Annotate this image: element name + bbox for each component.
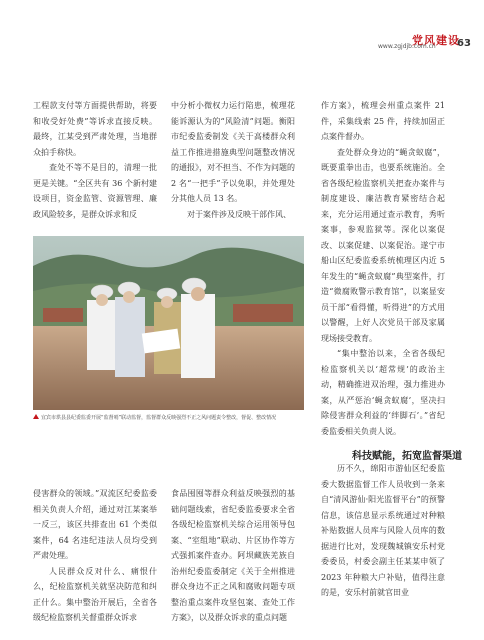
paragraph: 工程款支付等方面提供帮助，将要和收受好处费”等诉求直接反映。最终，江某受到严肃处理，当地群众拍手称快。 <box>33 101 157 157</box>
page-header <box>0 0 484 56</box>
paragraph: 作方案》，梳理会州重点案件 21 件，采集线索 25 件，持续加固正点案件督办。 <box>321 101 445 141</box>
paragraph: 侵害群众的领域。”双流区纪委监委相关负责人介绍，通过对江某案举一反三，该区共排查出 61 个类似案件，64 名违纪违法人员均受到严肃处理。 <box>33 489 157 560</box>
news-photo <box>33 236 304 410</box>
paragraph: 对于案件涉及反映干部作风、 <box>187 209 291 219</box>
magazine-logo: 党风建设 <box>412 34 460 47</box>
paragraph: “集中整治以来，全省各级纪检监察机关以‘超常规’的政治主动，精确推进双治理，强力推进办案，从严惩治‘蝇贪蚁腐’，坚决扫除侵害群众利益的‘绊脚石’。”省纪委监委相关负责人说。 <box>321 349 445 436</box>
page-number: 63 <box>457 38 471 49</box>
article-column-1-bottom <box>33 486 157 626</box>
article-column-1-top <box>33 98 157 222</box>
paragraph: 查处不等不是目的，清理一批更是关键。“全区共有 36 个新村建设项目，资金监管、资源管理、廉政风险较多，是群众诉求和反 <box>33 163 157 219</box>
article-column-3-top <box>321 98 445 439</box>
triangle-icon <box>33 414 39 419</box>
paragraph: 人民群众反对什么、痛恨什么，纪检监察机关就坚决防范和纠正什么。集中整治开展后，全省各级纪检监察机关督重群众诉求 <box>33 566 157 622</box>
paragraph: 中分析小微权力运行陷患，梳理花能诉源认为的“风险清”问题。衡阳市纪委监委制发《关于高楼群众利益工作推进措施典型问题整改情况的通报》，对不担当、不作为问题的 2 名“一把手”予以免职，并处理处分其他人员 13 名。 <box>171 101 295 203</box>
magazine-url: www.zgjdjb.com.cn <box>378 43 436 50</box>
paragraph: 查处群众身边的“蝇贪蚁腐”，既要重拳出击，也要系统施治。全省各级纪检监察机关把查办案件与制度建设、廉洁教育紧密结合起来，充分运用通过查示教育，秀听案事，参观监狱等。深化以案促改、以案促建、以案促治。遂宁市船山区纪委监委系统梳理区内近 5 年发生的“蝇贪蚁腐”典型案件，打造“微腐败警示教育馆”，以案显安员干部“看得懂，听得进”的方式用以警醒，上好人次党员干部及家属现场接受教育。 <box>321 147 445 343</box>
paragraph: 历不久，绵阳市游仙区纪委监委大数据监督工作人员收到一条来自“清风游仙·阳光监督平台”的预警信息，该信息显示系统通过对种粮补贴数据人员库与风险人员库的数据进行比对，发现魏城镇安乐村党委委员，村委会副主任某某申领了 2023 年种粮大户补贴，值得注意的是，安乐村前就官田业 <box>321 464 445 597</box>
article-column-3-bottom <box>321 461 445 601</box>
article-column-2-top <box>171 98 295 222</box>
paragraph: 食品囤囤等群众利益反映强烈的基础问题线索，省纪委监委要求全省各级纪检监察机关综合运用领导包案、“室组地”联动、片区协作等方式强抓案件查办。阿坝藏族羌族自治州纪委监委制定《关于全州推进群众身边不正之风和腐败问题专项整治重点案件攻坚包案、查处工作方案》，以及群众诉求的重点问题 <box>171 489 295 622</box>
photo-illustration <box>33 236 304 410</box>
photo-caption: 宜宾市珙县县纪委监委开展“监督哨”联动监督，监督群众反映强烈不正之风问题责令整改，督促、整改情况 <box>33 414 304 421</box>
article-column-2-bottom <box>171 486 295 626</box>
section-heading: 科技赋能，拓宽监督渠道 <box>352 451 462 462</box>
